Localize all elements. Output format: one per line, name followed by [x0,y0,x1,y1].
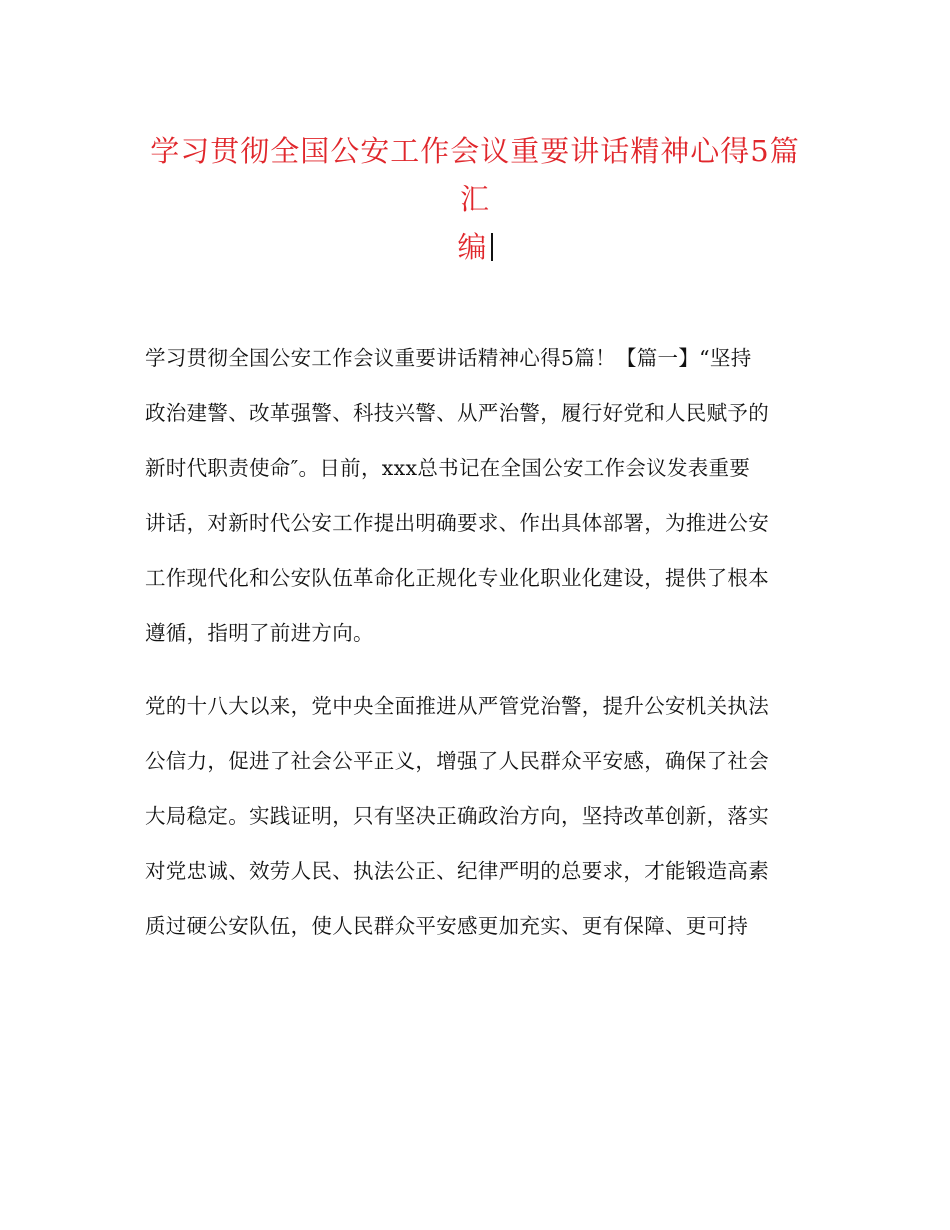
paragraph-2 [145,683,810,958]
title-line-1: 学习贯彻全国公安工作会议重要讲话精神心得5篇汇 [150,134,800,216]
document-body [145,335,810,958]
paragraph-line: 学习贯彻全国公安工作会议重要讲话精神心得5篇！【篇一】“坚持 [145,346,752,370]
paragraph-line: 政治建警、改革强警、科技兴警、从严治警，履行好党和人民赋予的 [145,401,769,425]
paragraph-line: 大局稳定。实践证明，只有坚决正确政治方向，坚持改革创新，落实 [145,804,769,828]
paragraph-spacer [145,665,810,683]
paragraph-line: 党的十八大以来，党中央全面推进从严管党治警，提升公安机关执法 [145,694,769,718]
paragraph-line: 工作现代化和公安队伍革命化正规化专业化职业化建设，提供了根本 [145,566,769,590]
paragraph-1 [145,335,810,665]
title-line-2: 编 [457,230,488,264]
paragraph-line: 讲话，对新时代公安工作提出明确要求、作出具体部署，为推进公安 [145,511,769,535]
text-cursor [491,233,493,261]
paragraph-line: 对党忠诚、效劳人民、执法公正、纪律严明的总要求，才能锻造高素 [145,859,769,883]
paragraph-line: 质过硬公安队伍，使人民群众平安感更加充实、更有保障、更可持 [145,914,749,938]
paragraph-line: 新时代职责使命″。日前，xxx总书记在全国公安工作会议发表重要 [145,456,751,480]
paragraph-line: 遵循，指明了前进方向。 [145,621,374,645]
paragraph-line: 公信力，促进了社会公平正义，增强了人民群众平安感，确保了社会 [145,749,769,773]
document-title [140,127,810,271]
